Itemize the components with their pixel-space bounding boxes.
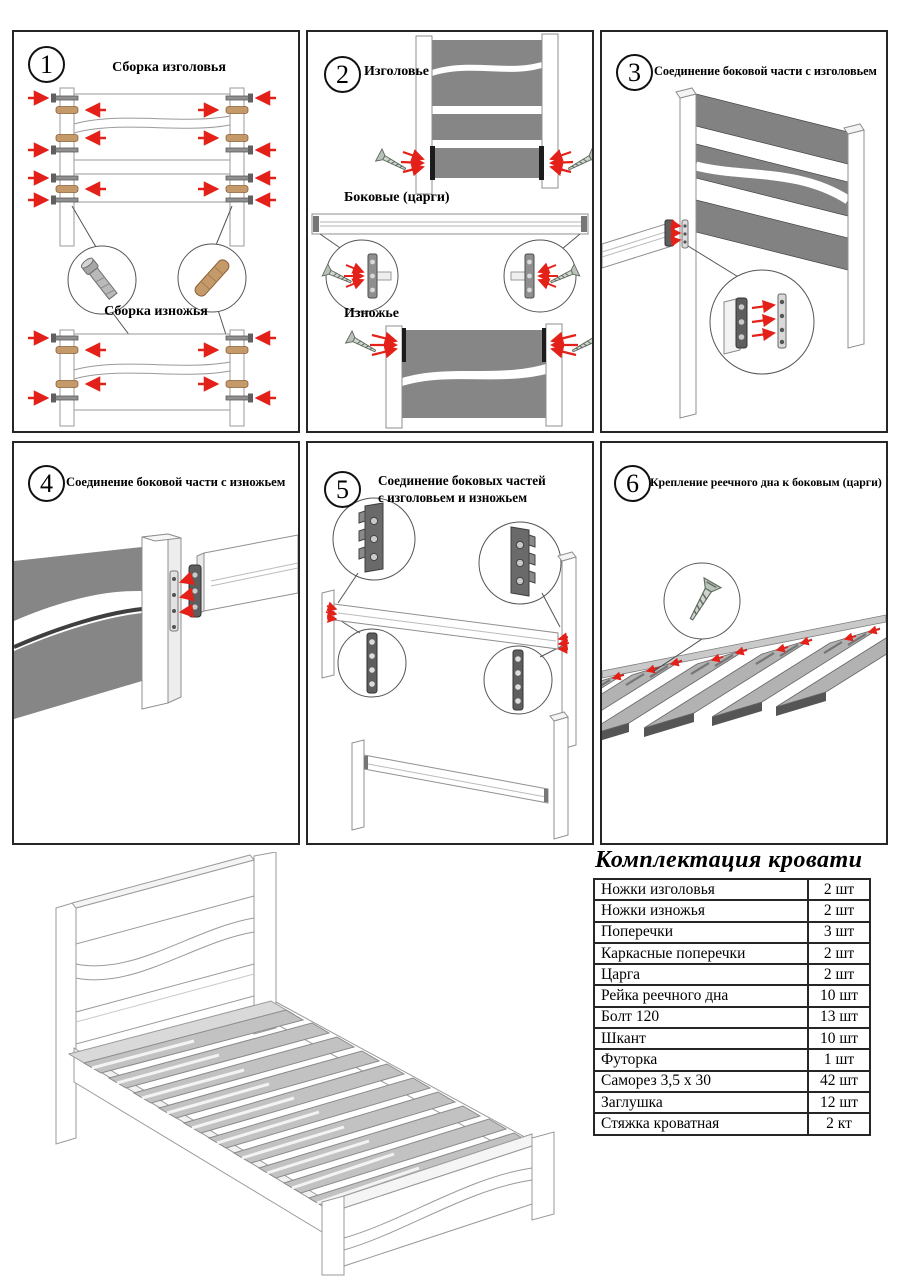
part-name-cell: Поперечки (594, 922, 808, 943)
step1-subtitle: Сборка изножья (104, 304, 208, 319)
table-row (594, 964, 870, 985)
table-row (594, 1007, 870, 1028)
step1-diagram (14, 32, 298, 431)
bracket-icon (665, 220, 674, 246)
bracket-icon (402, 328, 406, 362)
step-number-badge: 6 (614, 465, 651, 502)
bracket-icon (539, 146, 544, 180)
part-name-cell: Футорка (594, 1049, 808, 1070)
assembled-bed-illustration (14, 852, 584, 1278)
step2-title: Изголовье (364, 64, 430, 79)
side-rail-isometric (189, 535, 298, 617)
step5-title-line2: с изголовьем и изножьем (378, 490, 528, 505)
step3-title: Соединение боковой части с изголовьем (654, 64, 877, 78)
part-qty-cell: 10 шт (808, 985, 870, 1006)
step4-title: Соединение боковой части с изножьем (66, 475, 286, 489)
step-3-panel (600, 30, 888, 433)
part-qty-cell: 3 шт (808, 922, 870, 943)
bed-headboard (56, 852, 276, 1144)
step5-title-line1: Соединение боковых частей (378, 473, 546, 488)
step-number-badge: 5 (324, 471, 361, 508)
sides-label: Боковые (царги) (344, 190, 450, 205)
table-row (594, 1092, 870, 1113)
step4-diagram (14, 443, 298, 843)
step-number-badge: 2 (324, 56, 361, 93)
step-number-badge: 4 (28, 465, 65, 502)
step3-diagram (602, 32, 886, 431)
table-row (594, 943, 870, 964)
step-5-panel (306, 441, 594, 845)
part-qty-cell: 1 шт (808, 1049, 870, 1070)
part-qty-cell: 2 шт (808, 943, 870, 964)
part-qty-cell: 2 шт (808, 879, 870, 900)
connection-callout (710, 270, 814, 374)
rail-assembly (352, 712, 568, 839)
step-number-badge: 3 (616, 54, 653, 91)
side-rail-isometric (602, 220, 688, 268)
step6-title: Крепление реечного дна к боковым (царги) (650, 475, 882, 489)
part-name-cell: Заглушка (594, 1092, 808, 1113)
part-qty-cell: 12 шт (808, 1092, 870, 1113)
bracket-icon (430, 146, 435, 180)
table-row (594, 1049, 870, 1070)
part-qty-cell: 2 кт (808, 1113, 870, 1134)
part-name-cell: Стяжка кроватная (594, 1113, 808, 1134)
part-qty-cell: 10 шт (808, 1028, 870, 1049)
part-name-cell: Ножки изголовья (594, 879, 808, 900)
parts-table-title: Комплектация кровати (595, 847, 863, 873)
headboard-front-view (376, 34, 592, 194)
table-row (594, 879, 870, 900)
bracket-icon (542, 328, 546, 362)
rail-callout (322, 240, 398, 312)
footboard-isometric (14, 547, 142, 719)
step-2-panel (306, 30, 594, 433)
part-qty-cell: 42 шт (808, 1071, 870, 1092)
part-qty-cell: 2 шт (808, 964, 870, 985)
step6-diagram (602, 443, 886, 843)
step-4-panel (12, 441, 300, 845)
footboard-label: Изножье (344, 306, 400, 321)
table-row (594, 922, 870, 943)
part-name-cell: Рейка реечного дна (594, 985, 808, 1006)
part-qty-cell: 2 шт (808, 900, 870, 921)
part-name-cell: Ножки изножья (594, 900, 808, 921)
table-row (594, 1028, 870, 1049)
step-number-badge: 1 (28, 46, 65, 83)
table-row (594, 900, 870, 921)
table-row (594, 985, 870, 1006)
part-qty-cell: 13 шт (808, 1007, 870, 1028)
step1-title: Сборка изголовья (112, 60, 226, 75)
table-row (594, 1113, 870, 1134)
table-row (594, 1071, 870, 1092)
part-name-cell: Шкант (594, 1028, 808, 1049)
footboard-post (142, 534, 181, 709)
part-name-cell: Болт 120 (594, 1007, 808, 1028)
parts-table (593, 878, 871, 1136)
headboard-schematic (60, 88, 244, 246)
part-name-cell: Каркасные поперечки (594, 943, 808, 964)
footboard-schematic (60, 330, 244, 426)
parts-list (593, 847, 871, 1136)
step-6-panel (600, 441, 888, 845)
step2-diagram (308, 32, 592, 431)
part-name-cell: Саморез 3,5 х 30 (594, 1071, 808, 1092)
part-name-cell: Царга (594, 964, 808, 985)
step-1-panel (12, 30, 300, 433)
footboard-front-view (346, 324, 592, 428)
